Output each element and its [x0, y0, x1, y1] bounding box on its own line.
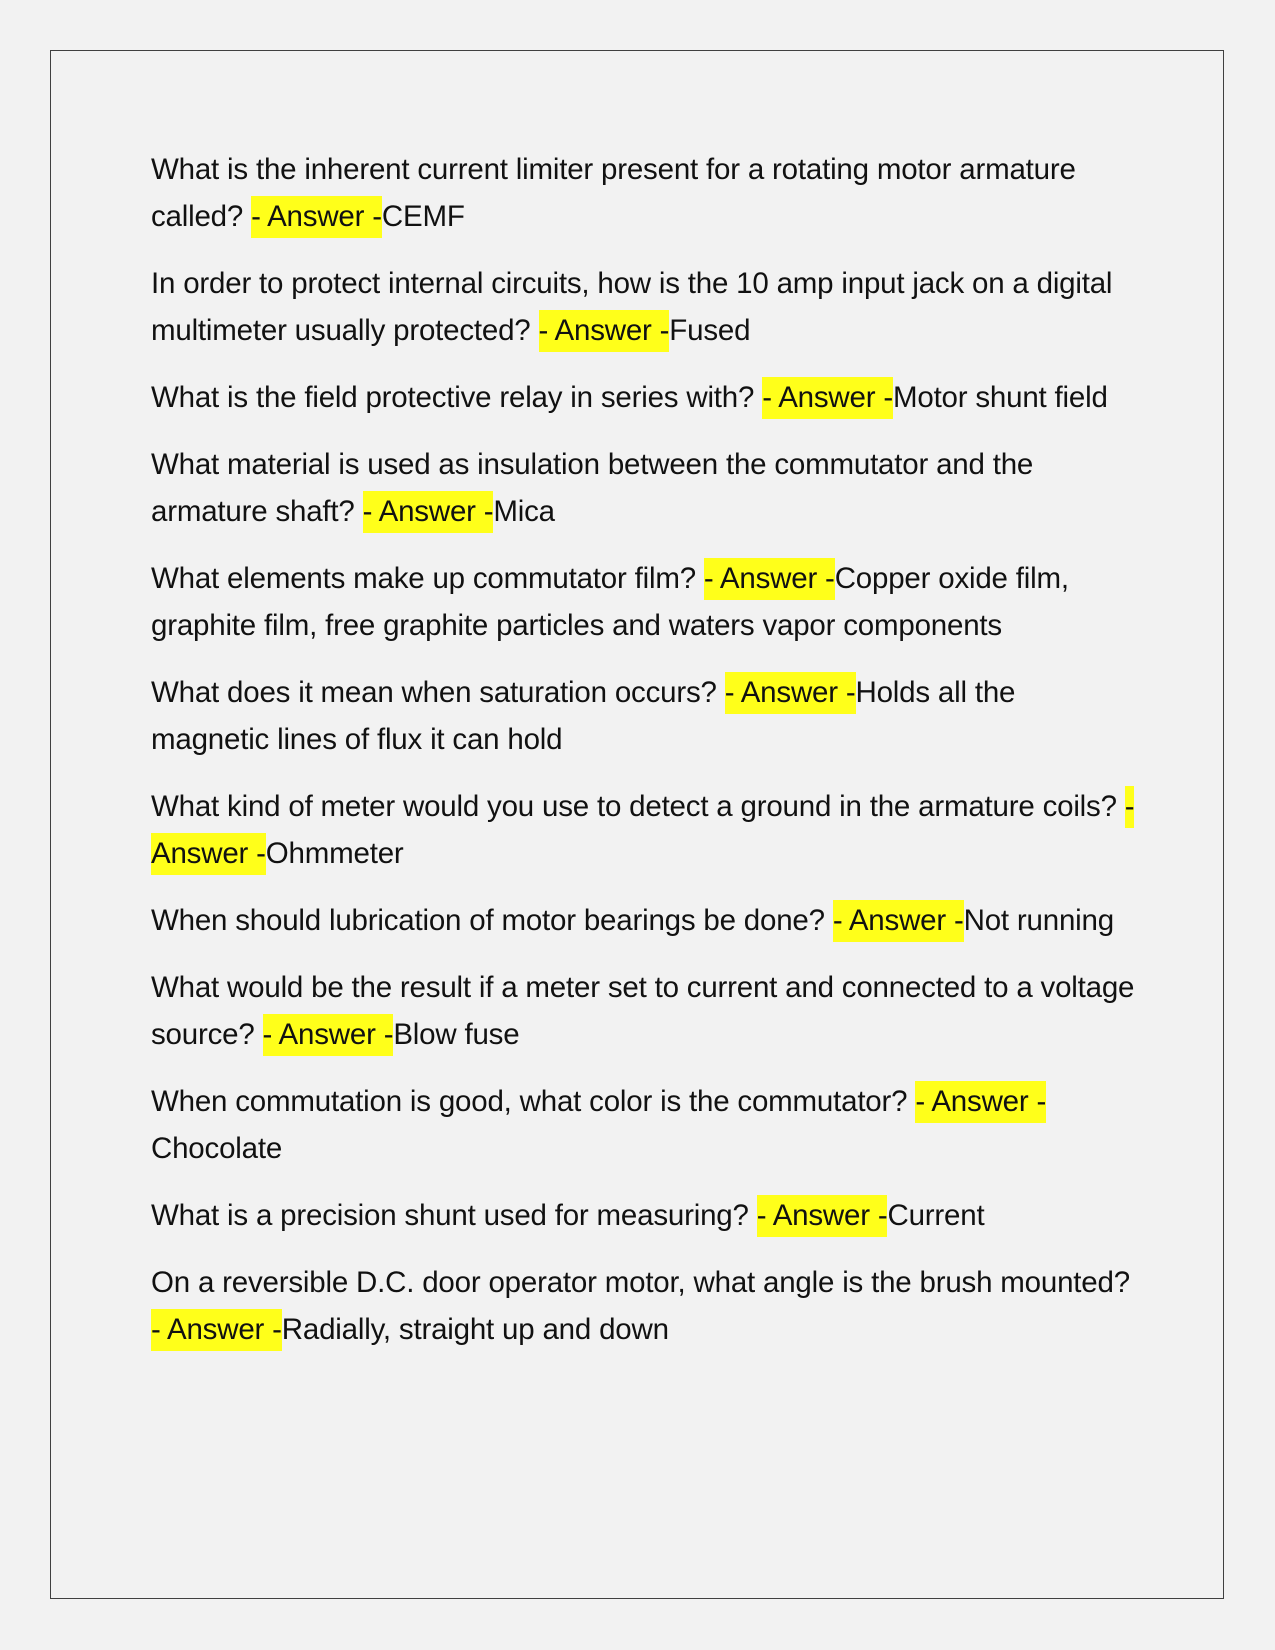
- answer-text: Motor shunt field: [892, 381, 1108, 414]
- answer-text: Mica: [493, 495, 555, 528]
- qa-item: [151, 1192, 1136, 1239]
- answer-marker: - Answer -: [704, 558, 835, 600]
- qa-list: [151, 146, 1136, 1373]
- answer-text: Copper oxide film, graphite film, free graphite particles and waters vapor components: [151, 562, 1069, 642]
- qa-item: [151, 1078, 1136, 1172]
- answer-text: Chocolate: [151, 1132, 283, 1165]
- answer-text: Blow fuse: [393, 1018, 520, 1051]
- answer-text: Ohmmeter: [265, 837, 404, 870]
- question-text: What elements make up commutator film?: [151, 562, 704, 595]
- answer-text: Not running: [963, 904, 1114, 937]
- question-text: What would be the result if a meter set to current and connected to a voltage source?: [151, 971, 1135, 1051]
- qa-item: [151, 783, 1136, 877]
- answer-marker: - Answer -: [363, 491, 494, 533]
- question-text: What does it mean when saturation occurs?: [151, 676, 725, 709]
- answer-marker: - Answer -: [151, 786, 1134, 875]
- answer-marker: - Answer -: [539, 310, 670, 352]
- answer-marker: - Answer -: [757, 1195, 888, 1237]
- answer-text: Current: [887, 1199, 985, 1232]
- answer-marker: - Answer -: [833, 900, 964, 942]
- answer-marker: - Answer -: [251, 196, 382, 238]
- qa-item: [151, 374, 1136, 421]
- answer-marker: - Answer -: [915, 1081, 1046, 1123]
- answer-text: Holds all the magnetic lines of flux it can hold: [151, 676, 1016, 756]
- qa-item: [151, 146, 1136, 240]
- qa-item: [151, 669, 1136, 763]
- question-text: What is the inherent current limiter present for a rotating motor armature called?: [151, 153, 1076, 233]
- question-text: What material is used as insulation between the commutator and the armature shaft?: [151, 448, 1034, 528]
- question-text: What is the field protective relay in series with?: [151, 381, 763, 414]
- answer-marker: - Answer -: [263, 1014, 394, 1056]
- answer-text: CEMF: [381, 200, 465, 233]
- answer-marker: - Answer -: [762, 377, 893, 419]
- question-text: When should lubrication of motor bearings be done?: [151, 904, 833, 937]
- qa-item: [151, 964, 1136, 1058]
- qa-item: [151, 1259, 1136, 1353]
- answer-text: Fused: [669, 314, 751, 347]
- answer-marker: - Answer -: [725, 672, 856, 714]
- qa-item: [151, 260, 1136, 354]
- question-text: When commutation is good, what color is the commutator?: [151, 1085, 916, 1118]
- qa-item: [151, 897, 1136, 944]
- answer-text: Radially, straight up and down: [281, 1313, 669, 1346]
- question-text: On a reversible D.C. door operator motor, what angle is the brush mounted?: [151, 1266, 1130, 1299]
- answer-marker: - Answer -: [151, 1309, 282, 1351]
- question-text: What is a precision shunt used for measuring?: [151, 1199, 757, 1232]
- question-text: In order to protect internal circuits, how is the 10 amp input jack on a digital multimeter usually protected?: [151, 267, 1113, 347]
- question-text: What kind of meter would you use to detect a ground in the armature coils?: [151, 790, 1125, 823]
- qa-item: [151, 555, 1136, 649]
- qa-item: [151, 441, 1136, 535]
